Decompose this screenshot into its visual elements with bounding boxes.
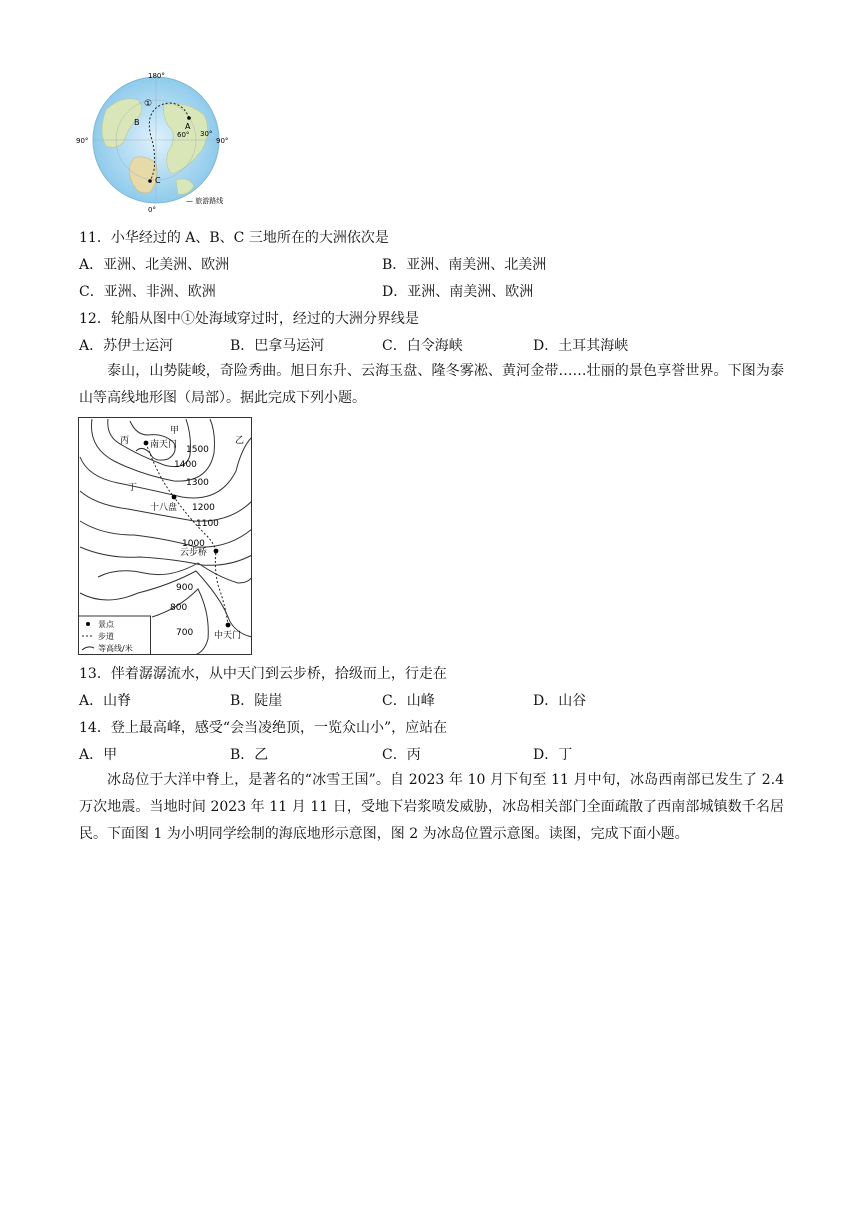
taishan-contour-map	[78, 417, 252, 655]
q12-option-a[interactable]: A．苏伊士运河	[79, 338, 174, 354]
q13-stem: 13．伴着潺潺流水，从中天门到云步桥，拾级而上，行走在	[79, 666, 447, 682]
label-90-right: 90°	[216, 137, 229, 145]
q12-stem: 12．轮船从图中①处海域穿过时，经过的大洲分界线是	[79, 311, 419, 327]
corner-label-bing: 丙	[120, 436, 130, 446]
spot-yunbuqiao	[214, 549, 219, 554]
polar-route-map	[76, 70, 236, 215]
point-a-label: A	[185, 122, 191, 131]
q11-option-a[interactable]: A．亚洲、北美洲、欧洲	[79, 257, 230, 273]
contour-label-700: 700	[176, 628, 194, 638]
spot-label-yunbuqiao: 云步桥	[180, 548, 208, 558]
corner-label-jia: 甲	[170, 426, 180, 436]
q12-option-b[interactable]: B．巴拿马运河	[230, 338, 325, 354]
corner-label-ding: 丁	[128, 483, 138, 493]
spot-nantianmen	[144, 441, 149, 446]
q11-option-b[interactable]: B．亚洲、南美洲、北美洲	[382, 257, 547, 273]
contour-label-1000: 1000	[182, 539, 205, 549]
label-180: 180°	[148, 72, 165, 80]
q11-stem: 11．小华经过的 A、B、C 三地所在的大洲依次是	[79, 230, 389, 246]
label-90-left: 90°	[76, 137, 89, 145]
route-legend: — 旅游路线	[186, 197, 224, 205]
q14-option-a[interactable]: A．甲	[79, 747, 118, 763]
contour-label-1500: 1500	[186, 445, 209, 455]
legend-spot: 景点	[98, 620, 114, 629]
spot-label-zhongtianmen: 中天门	[214, 631, 242, 641]
spot-shibapan	[172, 495, 177, 500]
label-0: 0°	[148, 206, 156, 214]
q12-option-d[interactable]: D．土耳其海峡	[533, 338, 629, 354]
q14-option-b[interactable]: B．乙	[230, 747, 269, 763]
contour-label-1300: 1300	[186, 478, 209, 488]
label-60: 60°	[177, 131, 190, 139]
q14-option-d[interactable]: D．丁	[533, 747, 573, 763]
contour-label-1400: 1400	[174, 460, 197, 470]
q13-option-b[interactable]: B．陡崖	[230, 693, 283, 709]
taishan-intro: 泰山，山势陡峻，奇险秀曲。旭日东升、云海玉盘、隆冬雾凇、黄河金带……壮丽的景色享誉世界。下图为泰山等高线地形图（局部）。据此完成下列小题。	[79, 363, 784, 406]
q13-option-d[interactable]: D．山谷	[533, 693, 587, 709]
q14-stem: 14．登上最高峰，感受“会当凌绝顶，一览众山小”，应站在	[79, 720, 448, 736]
contour-label-1100: 1100	[196, 519, 219, 529]
iceland-intro: 冰岛位于大洋中脊上，是著名的“冰雪王国”。自 2023 年 10 月下旬至 11 月中旬，冰岛西南部已发生了 2.4 万次地震。当地时间 2023 年 11 月 11 日，受地下岩浆喷发威胁，冰岛相关部门全面疏散了西南部城镇数千名居民。下面图 1 为小明同学绘制的海底地形示意图，图 2 为冰岛位置示意图。读图，完成下面小题。	[79, 772, 784, 842]
q13-option-c[interactable]: C．山峰	[382, 693, 435, 709]
label-30: 30°	[200, 130, 213, 138]
corner-label-yi: 乙	[235, 436, 245, 446]
point-b-label: B	[134, 118, 140, 127]
q11-option-c[interactable]: C．亚洲、非洲、欧洲	[79, 284, 216, 300]
legend-trail: 步道	[98, 632, 114, 641]
contour-label-900: 900	[176, 583, 194, 593]
point-1-label: ①	[144, 99, 153, 109]
legend-contour: 等高线/米	[98, 644, 133, 653]
q13-option-a[interactable]: A．山脊	[79, 693, 132, 709]
q11-option-d[interactable]: D．亚洲、南美洲、欧洲	[382, 284, 534, 300]
contour-label-1200: 1200	[192, 503, 215, 513]
point-c-label: C	[155, 176, 161, 185]
spot-label-shibapan: 十八盘	[150, 503, 178, 513]
spot-label-nantianmen: 南天门	[150, 440, 178, 450]
q14-option-c[interactable]: C．丙	[382, 747, 421, 763]
contour-label-800: 800	[170, 603, 188, 613]
point-c	[148, 179, 152, 183]
spot-zhongtianmen	[226, 623, 231, 628]
point-a	[187, 116, 191, 120]
q12-option-c[interactable]: C．白令海峡	[382, 338, 463, 354]
